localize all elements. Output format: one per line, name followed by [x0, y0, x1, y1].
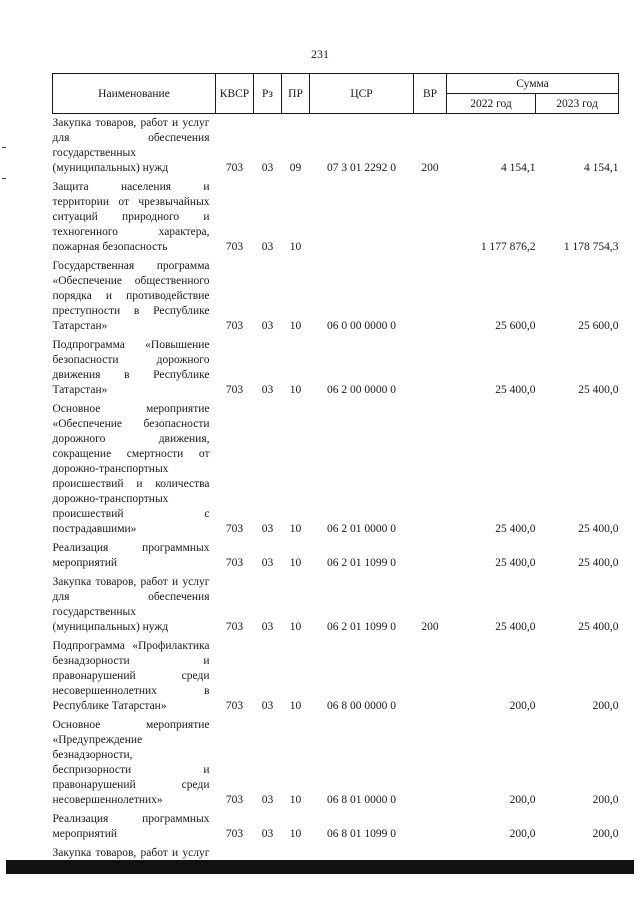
col-header-csr: ЦСР: [310, 74, 414, 114]
col-header-rz: Рз: [254, 74, 282, 114]
row-name: Реализация программных мероприятий: [52, 813, 210, 840]
row-sum-2023: 25 400,0: [578, 621, 619, 633]
row-kvsr: 703: [225, 557, 244, 569]
row-vr: 200: [421, 162, 439, 174]
row-pr: 10: [289, 794, 302, 806]
row-rz: 03: [261, 523, 274, 535]
col-header-vr: ВР: [414, 74, 447, 114]
row-pr: 10: [289, 557, 302, 569]
row-rz: 03: [261, 162, 274, 174]
row-kvsr: 703: [225, 320, 244, 332]
table-row: [53, 716, 619, 810]
table-row: [53, 178, 619, 257]
row-pr: 10: [289, 320, 302, 332]
col-header-sum: Сумма: [447, 74, 619, 94]
row-name: Подпрограмма «Профилактика безнадзорности и правонарушений среди несовершеннолетних в Республике Татарстан»: [52, 640, 210, 712]
row-name: Подпрограмма «Повышение безопасности дорожного движения в Республике Татарстан»: [52, 339, 210, 396]
row-sum-2023: 4 154,1: [584, 162, 619, 174]
row-csr: 06 2 01 1099 0: [327, 557, 396, 569]
table-row: [53, 257, 619, 336]
row-name: Защита населения и территории от чрезвычайных ситуаций природного и техногенного характера, пожарная безопасность: [52, 181, 210, 253]
row-csr: 06 2 01 1099 0: [327, 621, 396, 633]
row-name: Основное мероприятие «Обеспечение безопасности дорожного движения, сокращение смертности от дорожно-транспортных происшествий и количества дорожно-транспортных происшествий с пострадавшими»: [52, 403, 210, 535]
row-csr: 06 8 01 1099 0: [327, 828, 396, 840]
col-header-pr: ПР: [282, 74, 310, 114]
row-sum-2023: 25 600,0: [578, 320, 619, 332]
row-vr: [414, 810, 447, 844]
row-pr: 10: [289, 621, 302, 633]
row-name: Государственная программа «Обеспечение общественного порядка и противодействие преступности в Республике Татарстан»: [52, 260, 210, 332]
table-row: [53, 114, 619, 179]
row-csr: 06 2 01 0000 0: [327, 523, 396, 535]
row-csr: 06 2 00 0000 0: [327, 384, 396, 396]
row-kvsr: 703: [225, 621, 244, 633]
row-sum-2022: 25 400,0: [495, 384, 536, 396]
row-vr: [414, 336, 447, 400]
scan-bottom-edge: [6, 860, 634, 874]
row-csr: 06 0 00 0000 0: [327, 320, 396, 332]
row-vr: [414, 400, 447, 539]
table-row: [53, 573, 619, 637]
row-csr: [310, 178, 414, 257]
row-rz: 03: [261, 320, 274, 332]
row-sum-2022: 25 600,0: [495, 320, 536, 332]
row-kvsr: 703: [225, 794, 244, 806]
table-header: [53, 74, 619, 114]
row-sum-2023: 200,0: [592, 828, 619, 840]
table-row: [53, 539, 619, 573]
row-vr: [414, 257, 447, 336]
row-rz: 03: [261, 794, 274, 806]
row-sum-2023: 25 400,0: [578, 523, 619, 535]
row-sum-2022: 1 177 876,2: [480, 241, 536, 253]
row-kvsr: 703: [225, 700, 244, 712]
col-header-name: Наименование: [53, 74, 216, 114]
row-vr: 200: [421, 621, 439, 633]
budget-table: [52, 73, 619, 878]
row-sum-2022: 200,0: [509, 828, 536, 840]
row-sum-2022: 25 400,0: [495, 621, 536, 633]
row-sum-2022: 200,0: [509, 794, 536, 806]
row-csr: 07 3 01 2292 0: [327, 162, 396, 174]
row-sum-2022: 25 400,0: [495, 523, 536, 535]
col-header-2022: 2022 год: [447, 94, 536, 114]
row-kvsr: 703: [225, 162, 244, 174]
row-name: Закупка товаров, работ и услуг для обеспечения государственных (муниципальных) нужд: [52, 576, 210, 633]
row-pr: 10: [289, 828, 302, 840]
table-body: [53, 114, 619, 879]
scan-mark: [2, 178, 6, 179]
row-name: Реализация программных мероприятий: [52, 542, 210, 569]
row-pr: 09: [289, 162, 302, 174]
row-kvsr: 703: [225, 384, 244, 396]
row-rz: 03: [261, 241, 274, 253]
row-kvsr: 703: [225, 241, 244, 253]
row-name: Закупка товаров, работ и услуг для обеспечения государственных (муниципальных) нужд: [52, 117, 210, 174]
row-vr: [414, 637, 447, 716]
scan-mark: [2, 147, 6, 148]
row-vr: [414, 539, 447, 573]
row-pr: 10: [289, 523, 302, 535]
row-sum-2022: 200,0: [509, 700, 536, 712]
table-row: [53, 637, 619, 716]
row-pr: 10: [289, 241, 302, 253]
row-rz: 03: [261, 700, 274, 712]
row-csr: 06 8 01 0000 0: [327, 794, 396, 806]
row-sum-2023: 1 178 754,3: [563, 241, 619, 253]
row-pr: 10: [289, 384, 302, 396]
row-pr: 10: [289, 700, 302, 712]
row-sum-2023: 200,0: [592, 794, 619, 806]
table-row: [53, 810, 619, 844]
row-vr: [414, 178, 447, 257]
row-kvsr: 703: [225, 523, 244, 535]
row-rz: 03: [261, 828, 274, 840]
row-vr: [414, 716, 447, 810]
row-sum-2023: 25 400,0: [578, 384, 619, 396]
row-sum-2022: 25 400,0: [495, 557, 536, 569]
row-kvsr: 703: [225, 828, 244, 840]
row-sum-2022: 4 154,1: [501, 162, 536, 174]
table-row: [53, 400, 619, 539]
row-sum-2023: 200,0: [592, 700, 619, 712]
page-number: 231: [311, 47, 329, 61]
row-sum-2023: 25 400,0: [578, 557, 619, 569]
row-rz: 03: [261, 384, 274, 396]
row-rz: 03: [261, 621, 274, 633]
row-rz: 03: [261, 557, 274, 569]
col-header-2023: 2023 год: [536, 94, 619, 114]
row-name: Основное мероприятие «Предупреждение безнадзорности, беспризорности и правонарушений среди несовершеннолетних»: [52, 719, 210, 806]
row-name: Закупка товаров, работ и услуг: [52, 847, 210, 859]
col-header-kvsr: КВСР: [216, 74, 254, 114]
row-csr: 06 8 00 0000 0: [327, 700, 396, 712]
table-row: [53, 336, 619, 400]
